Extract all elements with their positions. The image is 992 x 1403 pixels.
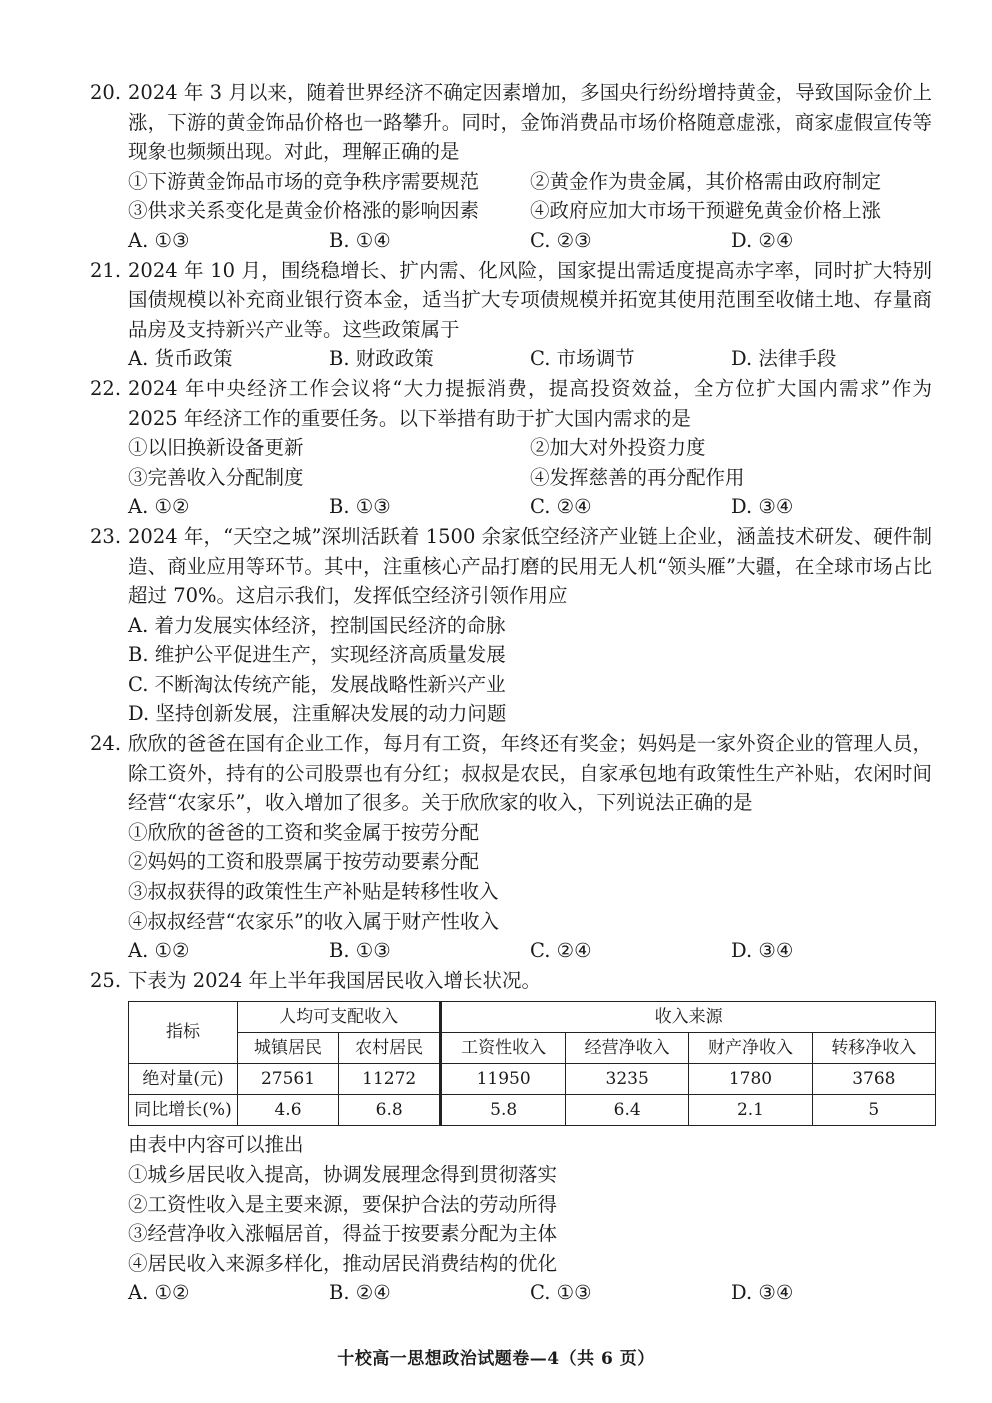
option-b: B. ①④ bbox=[329, 228, 391, 252]
table-cell: 5.8 bbox=[441, 1095, 566, 1126]
option-a: A. ①② bbox=[128, 939, 190, 963]
col-header: 工资性收入 bbox=[441, 1033, 566, 1064]
option-b: B. ②④ bbox=[329, 1281, 391, 1305]
answer-options bbox=[128, 344, 932, 374]
answer-options bbox=[128, 1278, 932, 1308]
table-cell: 3235 bbox=[565, 1064, 688, 1095]
question-stem: 2024 年 10 月，围绕稳增长、扩内需、化风险，国家提出需适度提高赤字率，同时扩大特别国债规模以补充商业银行资本金，适当扩大专项债规模并拓宽其使用范围至收储土地、存量商品房及支持新兴产业等。这些政策属于 bbox=[128, 258, 932, 341]
option-c: C. ②③ bbox=[530, 228, 592, 252]
table-cell: 6.4 bbox=[565, 1095, 688, 1126]
table-row bbox=[129, 1064, 936, 1095]
statement-3: ③叔叔获得的政策性生产补贴是转移性收入 bbox=[128, 880, 499, 904]
statement-3: ③供求关系变化是黄金价格涨的影响因素 bbox=[128, 199, 480, 223]
table-cell: 6.8 bbox=[339, 1095, 441, 1126]
question-number: 24. bbox=[90, 732, 122, 756]
question-number: 22. bbox=[90, 376, 122, 400]
question-number: 20. bbox=[90, 81, 122, 104]
option-d: D. ③④ bbox=[731, 1281, 794, 1305]
option-b: B. ①③ bbox=[329, 939, 391, 963]
question-21 bbox=[90, 256, 932, 374]
question-number: 25. bbox=[90, 968, 122, 992]
header-indicator: 指标 bbox=[129, 1002, 238, 1064]
option-a: A. ①② bbox=[128, 1281, 190, 1305]
option-c: C. 不断淘汰传统产能，发展战略性新兴产业 bbox=[128, 672, 506, 696]
option-c: C. ①③ bbox=[530, 1281, 592, 1305]
statement-4: ④发挥慈善的再分配作用 bbox=[530, 465, 745, 489]
table-cell: 1780 bbox=[689, 1064, 812, 1095]
col-header: 城镇居民 bbox=[238, 1033, 339, 1064]
statement-1: ①下游黄金饰品市场的竞争秩序需要规范 bbox=[128, 169, 480, 193]
option-a: A. 货币政策 bbox=[128, 347, 233, 371]
income-table bbox=[128, 1001, 936, 1126]
statement-4: ④居民收入来源多样化，推动居民消费结构的优化 bbox=[128, 1251, 558, 1275]
statement-4: ④叔叔经营“农家乐”的收入属于财产性收入 bbox=[128, 909, 499, 933]
option-d: D. ③④ bbox=[731, 939, 794, 963]
question-stem: 2024 年中央经济工作会议将“大力提振消费，提高投资效益，全方位扩大国内需求”作为 2025 年经济工作的重要任务。以下举措有助于扩大国内需求的是 bbox=[128, 376, 932, 430]
option-d: D. ②④ bbox=[731, 228, 794, 252]
statement-2: ②妈妈的工资和股票属于按劳动要素分配 bbox=[128, 850, 480, 874]
question-lead: 由表中内容可以推出 bbox=[128, 1133, 304, 1157]
row-label: 同比增长(%) bbox=[129, 1095, 238, 1126]
table-cell: 3768 bbox=[812, 1064, 935, 1095]
option-a: A. ①② bbox=[128, 495, 190, 519]
table-cell: 27561 bbox=[238, 1064, 339, 1095]
answer-options bbox=[128, 226, 932, 256]
table-row bbox=[129, 1095, 936, 1126]
question-20 bbox=[90, 78, 932, 256]
statement-2: ②加大对外投资力度 bbox=[530, 436, 706, 460]
col-header: 财产净收入 bbox=[689, 1033, 812, 1064]
question-stem: 2024 年 3 月以来，随着世界经济不确定因素增加，多国央行纷纷增持黄金，导致国际金价上涨，下游的黄金饰品价格也一路攀升。同时，金饰消费品市场价格随意虚涨，商家虚假宣传等现象也频频出现。对此，理解正确的是 bbox=[128, 81, 932, 164]
question-25 bbox=[90, 966, 932, 1308]
question-24 bbox=[90, 729, 932, 966]
header-income-source: 收入来源 bbox=[441, 1002, 936, 1033]
question-23 bbox=[90, 522, 932, 729]
question-22 bbox=[90, 374, 932, 522]
option-d: D. ③④ bbox=[731, 495, 794, 519]
statement-3: ③完善收入分配制度 bbox=[128, 465, 304, 489]
option-b: B. 财政政策 bbox=[329, 347, 434, 371]
question-stem: 下表为 2024 年上半年我国居民收入增长状况。 bbox=[128, 968, 542, 992]
table-cell: 2.1 bbox=[689, 1095, 812, 1126]
statement-3: ③经营净收入涨幅居首，得益于按要素分配为主体 bbox=[128, 1222, 558, 1246]
col-header: 农村居民 bbox=[339, 1033, 441, 1064]
statement-2: ②工资性收入是主要来源，要保护合法的劳动所得 bbox=[128, 1192, 558, 1216]
statement-1: ①以旧换新设备更新 bbox=[128, 436, 304, 460]
option-d: D. 坚持创新发展，注重解决发展的动力问题 bbox=[128, 702, 507, 726]
table-cell: 11950 bbox=[441, 1064, 566, 1095]
page-footer: 十校高一思想政治试题卷—4（共 6 页） bbox=[337, 1349, 655, 1369]
option-b: B. 维护公平促进生产，实现经济高质量发展 bbox=[128, 643, 506, 667]
statement-4: ④政府应加大市场干预避免黄金价格上涨 bbox=[530, 199, 882, 223]
col-header: 经营净收入 bbox=[565, 1033, 688, 1064]
option-c: C. ②④ bbox=[530, 495, 592, 519]
header-disposable-income: 人均可支配收入 bbox=[238, 1002, 441, 1033]
question-number: 23. bbox=[90, 524, 122, 548]
statement-2: ②黄金作为贵金属，其价格需由政府制定 bbox=[530, 169, 882, 193]
question-number: 21. bbox=[90, 258, 122, 282]
question-stem: 2024 年，“天空之城”深圳活跃着 1500 余家低空经济产业链上企业，涵盖技术研发、硬件制造、商业应用等环节。其中，注重核心产品打磨的民用无人机“领头雁”大疆，在全球市场占比超过 70%。这启示我们，发挥低空经济引领作用应 bbox=[128, 524, 932, 608]
statement-1: ①欣欣的爸爸的工资和奖金属于按劳分配 bbox=[128, 820, 480, 844]
option-b: B. ①③ bbox=[329, 495, 391, 519]
table-cell: 5 bbox=[812, 1095, 935, 1126]
option-a: A. ①③ bbox=[128, 228, 190, 252]
answer-options bbox=[128, 936, 932, 966]
option-d: D. 法律手段 bbox=[731, 347, 837, 371]
option-c: C. 市场调节 bbox=[530, 347, 635, 371]
table-cell: 4.6 bbox=[238, 1095, 339, 1126]
answer-options bbox=[128, 492, 932, 522]
question-stem: 欣欣的爸爸在国有企业工作，每月有工资，年终还有奖金；妈妈是一家外资企业的管理人员，除工资外，持有的公司股票也有分红；叔叔是农民，自家承包地有政策性生产补贴，农闲时间经营“农家乐”，收入增加了很多。关于欣欣家的收入，下列说法正确的是 bbox=[128, 732, 932, 815]
option-a: A. 着力发展实体经济，控制国民经济的命脉 bbox=[128, 613, 506, 637]
table-cell: 11272 bbox=[339, 1064, 441, 1095]
col-header: 转移净收入 bbox=[812, 1033, 935, 1064]
row-label: 绝对量(元) bbox=[129, 1064, 238, 1095]
statement-1: ①城乡居民收入提高，协调发展理念得到贯彻落实 bbox=[128, 1163, 558, 1186]
option-c: C. ②④ bbox=[530, 939, 592, 963]
